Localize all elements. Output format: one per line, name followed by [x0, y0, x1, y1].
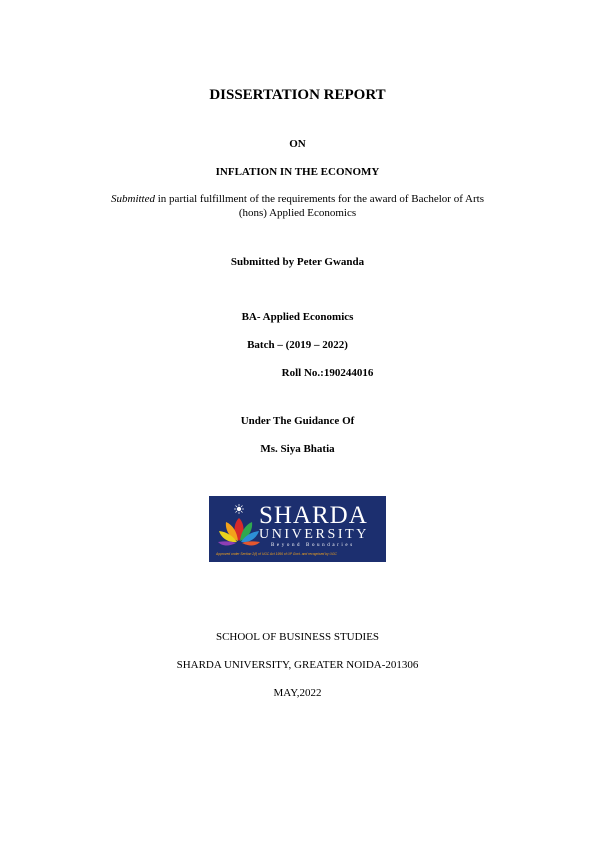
submission-statement-line1 [0, 193, 595, 205]
school-name: SCHOOL OF BUSINESS STUDIES [215, 631, 380, 643]
lotus-emblem-icon [218, 504, 260, 546]
university-logo [209, 496, 386, 562]
logo-tagline: Beyond Boundaries [271, 543, 355, 548]
submitted-by: Submitted by Peter Gwanda [230, 256, 365, 268]
report-title: DISSERTATION REPORT [209, 87, 386, 103]
logo-word-sharda: SHARDA [259, 502, 368, 529]
logo-word-university: UNIVERSITY [259, 527, 369, 542]
on-label: ON [289, 138, 306, 150]
batch: Batch – (2019 – 2022) [247, 339, 348, 351]
roll-number: Roll No.:190244016 [281, 367, 374, 379]
report-topic: INFLATION IN THE ECONOMY [215, 166, 380, 178]
submitted-italic: Submitted [111, 193, 155, 205]
mentor-name: Ms. Siya Bhatia [260, 443, 335, 455]
university-address: SHARDA UNIVERSITY, GREATER NOIDA-201306 [176, 659, 419, 671]
submission-date: MAY,2022 [273, 687, 322, 699]
programme: BA- Applied Economics [241, 311, 354, 323]
guidance-label: Under The Guidance Of [240, 415, 355, 427]
submission-statement-line2: (hons) Applied Economics [238, 207, 357, 219]
submission-text: in partial fulfillment of the requirements for the award of Bachelor of Arts [155, 193, 484, 205]
logo-approval: Approved under Section 2(f) of UGC Act 1956 of UP Govt. and recognised by UGC [216, 552, 337, 556]
